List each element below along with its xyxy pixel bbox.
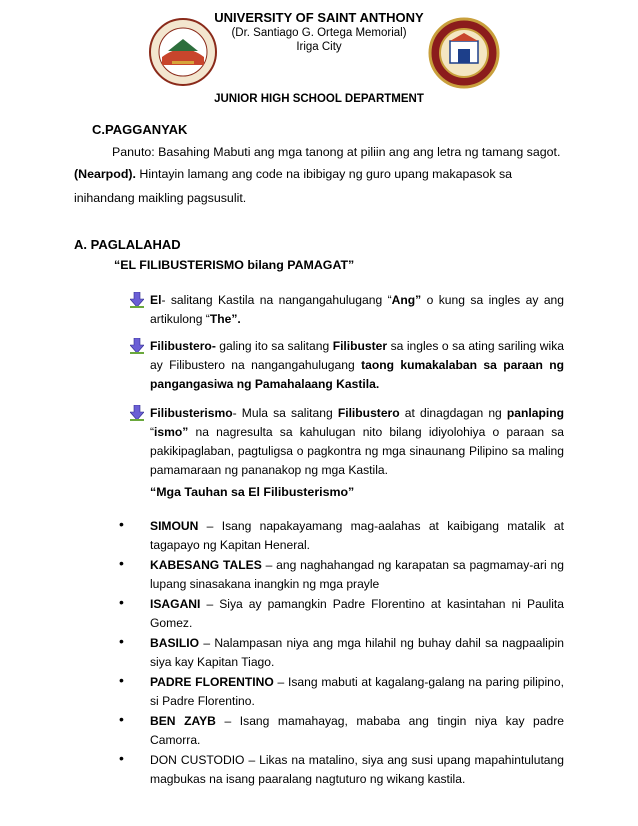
character-description: DON CUSTODIO – Likas na matalino, siya ang susi upang mapahintulutang magbukas na isang paaralang nagtuturo ng wikang kastila. bbox=[150, 753, 564, 786]
definition-filibustero: Filibustero- galing ito sa salitang Filibuster sa ingles o sa ating sariling wika ay Filibustero na nangangahulugang taong kumakalaban sa paraan ng pangangasiwa ng Pamahalaang Kastila. bbox=[150, 339, 564, 391]
bullet-dot-icon: • bbox=[119, 672, 124, 688]
city-name: Iriga City bbox=[296, 41, 342, 53]
character-description: – Isang mabuti at kagalang-galang na paring pilipino, si Padre Florentino. bbox=[150, 675, 564, 708]
arrow-down-bullet-icon bbox=[130, 338, 144, 354]
character-item bbox=[150, 556, 564, 594]
character-item bbox=[150, 751, 564, 789]
character-item bbox=[150, 634, 564, 672]
character-description: – Isang napakayamang mag-aalahas at kaibigang matalik at tagapayo ng Kapitan Heneral. bbox=[150, 519, 564, 552]
character-description: – Isang mamahayag, mababa ang tingin niya kay padre Camorra. bbox=[150, 714, 564, 747]
memorial-name: (Dr. Santiago G. Ortega Memorial) bbox=[231, 27, 407, 39]
section-c-instruction-2 bbox=[74, 163, 564, 186]
university-name: UNIVERSITY OF SAINT ANTHONY bbox=[214, 10, 424, 25]
arrow-down-bullet-icon bbox=[130, 405, 144, 421]
definition-filibusterismo: Filibusterismo- Mula sa salitang Filibustero at dinagdagan ng panlaping “ismo” na nagresulta sa kahulugan nito bilang idiyolohiya o paraan sa pakikipaglaban, pagtuligsa o pagkontra ng mga sinaunang Pilipino sa maling pamamaraan ng pananakop ng mga Kastila. bbox=[150, 406, 564, 477]
arrow-down-bullet-icon bbox=[130, 292, 144, 308]
character-item bbox=[150, 517, 564, 555]
section-c-instruction-1: Panuto: Basahing Mabuti ang mga tanong at piliin ang ang letra ng tamang sagot. bbox=[112, 145, 561, 159]
letterhead bbox=[0, 10, 638, 54]
character-item bbox=[150, 673, 564, 711]
section-c-instruction-3: inihandang maikling pagsusulit. bbox=[74, 191, 247, 205]
character-name: KABESANG TALES bbox=[150, 558, 262, 572]
character-item bbox=[150, 595, 564, 633]
section-a-title: A. PAGLALAHAD bbox=[74, 237, 181, 252]
character-item bbox=[150, 712, 564, 750]
character-name: PADRE FLORENTINO bbox=[150, 675, 274, 689]
character-name: BEN ZAYB bbox=[150, 714, 216, 728]
instruction-text: Hintayin lamang ang code na ibibigay ng guro upang makapasok sa bbox=[135, 167, 513, 181]
character-description: – Nalampasan niya ang mga hilahil ng buhay dahil sa nagpaalipin siya kay Kapitan Tiago. bbox=[150, 636, 564, 669]
department-name: JUNIOR HIGH SCHOOL DEPARTMENT bbox=[214, 93, 424, 105]
bullet-dot-icon: • bbox=[119, 750, 124, 766]
character-name: SIMOUN bbox=[150, 519, 199, 533]
section-a-subtitle: “EL FILIBUSTERISMO bilang PAMAGAT” bbox=[114, 258, 355, 272]
definition-el: El- salitang Kastila na nangangahulugang “Ang” o kung sa ingles ay ang artikulong “The”. bbox=[150, 293, 564, 326]
character-name: BASILIO bbox=[150, 636, 200, 650]
section-c-title: C.PAGGANYAK bbox=[92, 122, 188, 137]
character-description: – ang naghahangad ng karapatan sa pagmamay-ari ng lupang sinasakana inangkin ng mga prayle bbox=[150, 558, 565, 591]
character-description: – Siya ay pamangkin Padre Florentino at kasintahan ni Paulita Gomez. bbox=[150, 597, 564, 630]
tauhan-title: “Mga Tauhan sa El Filibusterismo” bbox=[150, 485, 355, 499]
nearpod-label: (Nearpod). bbox=[74, 167, 136, 181]
bullet-dot-icon: • bbox=[119, 555, 124, 571]
bullet-dot-icon: • bbox=[119, 594, 124, 610]
bullet-dot-icon: • bbox=[119, 516, 124, 532]
bullet-dot-icon: • bbox=[119, 633, 124, 649]
character-name: ISAGANI bbox=[150, 597, 201, 611]
bullet-dot-icon: • bbox=[119, 711, 124, 727]
